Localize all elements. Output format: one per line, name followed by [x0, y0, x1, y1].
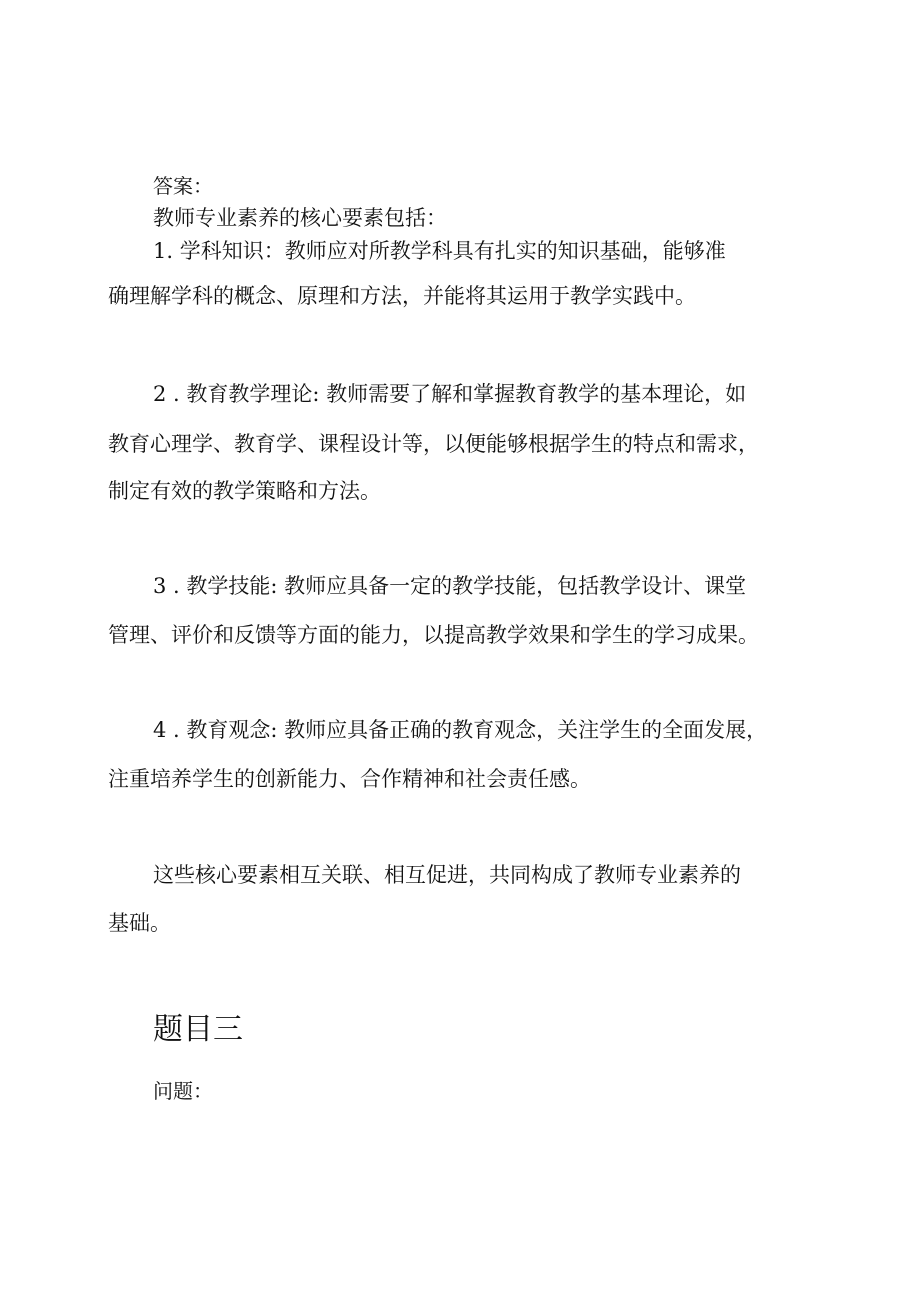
item-3-line-1: 3 . 教学技能: 教师应具备一定的教学技能，包括教学设计、课堂 [153, 574, 747, 598]
item-4-line-2: 注重培养学生的创新能力、合作精神和社会责任感。 [108, 767, 591, 791]
section-title: 题目三 [153, 1012, 243, 1047]
item-4-line-1: 4 . 教育观念: 教师应具备正确的教育观念，关注学生的全面发展， [153, 718, 768, 742]
item-3-line-2: 管理、评价和反馈等方面的能力，以提高教学效果和学生的学习成果。 [108, 623, 759, 647]
item-1-line-2: 确理解学科的概念、原理和方法，并能将其运用于教学实践中。 [108, 284, 696, 308]
item-2-line-2: 教育心理学、教育学、课程设计等，以便能够根据学生的特点和需求， [108, 432, 759, 456]
conclusion-line-1: 这些核心要素相互关联、相互促进，共同构成了教师专业素养的 [153, 863, 741, 887]
answer-intro: 教师专业素养的核心要素包括： [153, 206, 447, 230]
item-2-line-3: 制定有效的教学策略和方法。 [108, 479, 381, 503]
item-1-line-1: 1. 学科知识：教师应对所教学科具有扎实的知识基础，能够准 [153, 239, 726, 263]
answer-label: 答案： [153, 174, 213, 198]
question-label: 问题： [153, 1079, 213, 1103]
conclusion-line-2: 基础。 [108, 911, 171, 935]
item-2-line-1: 2 . 教育教学理论: 教师需要了解和掌握教育教学的基本理论，如 [153, 382, 747, 406]
